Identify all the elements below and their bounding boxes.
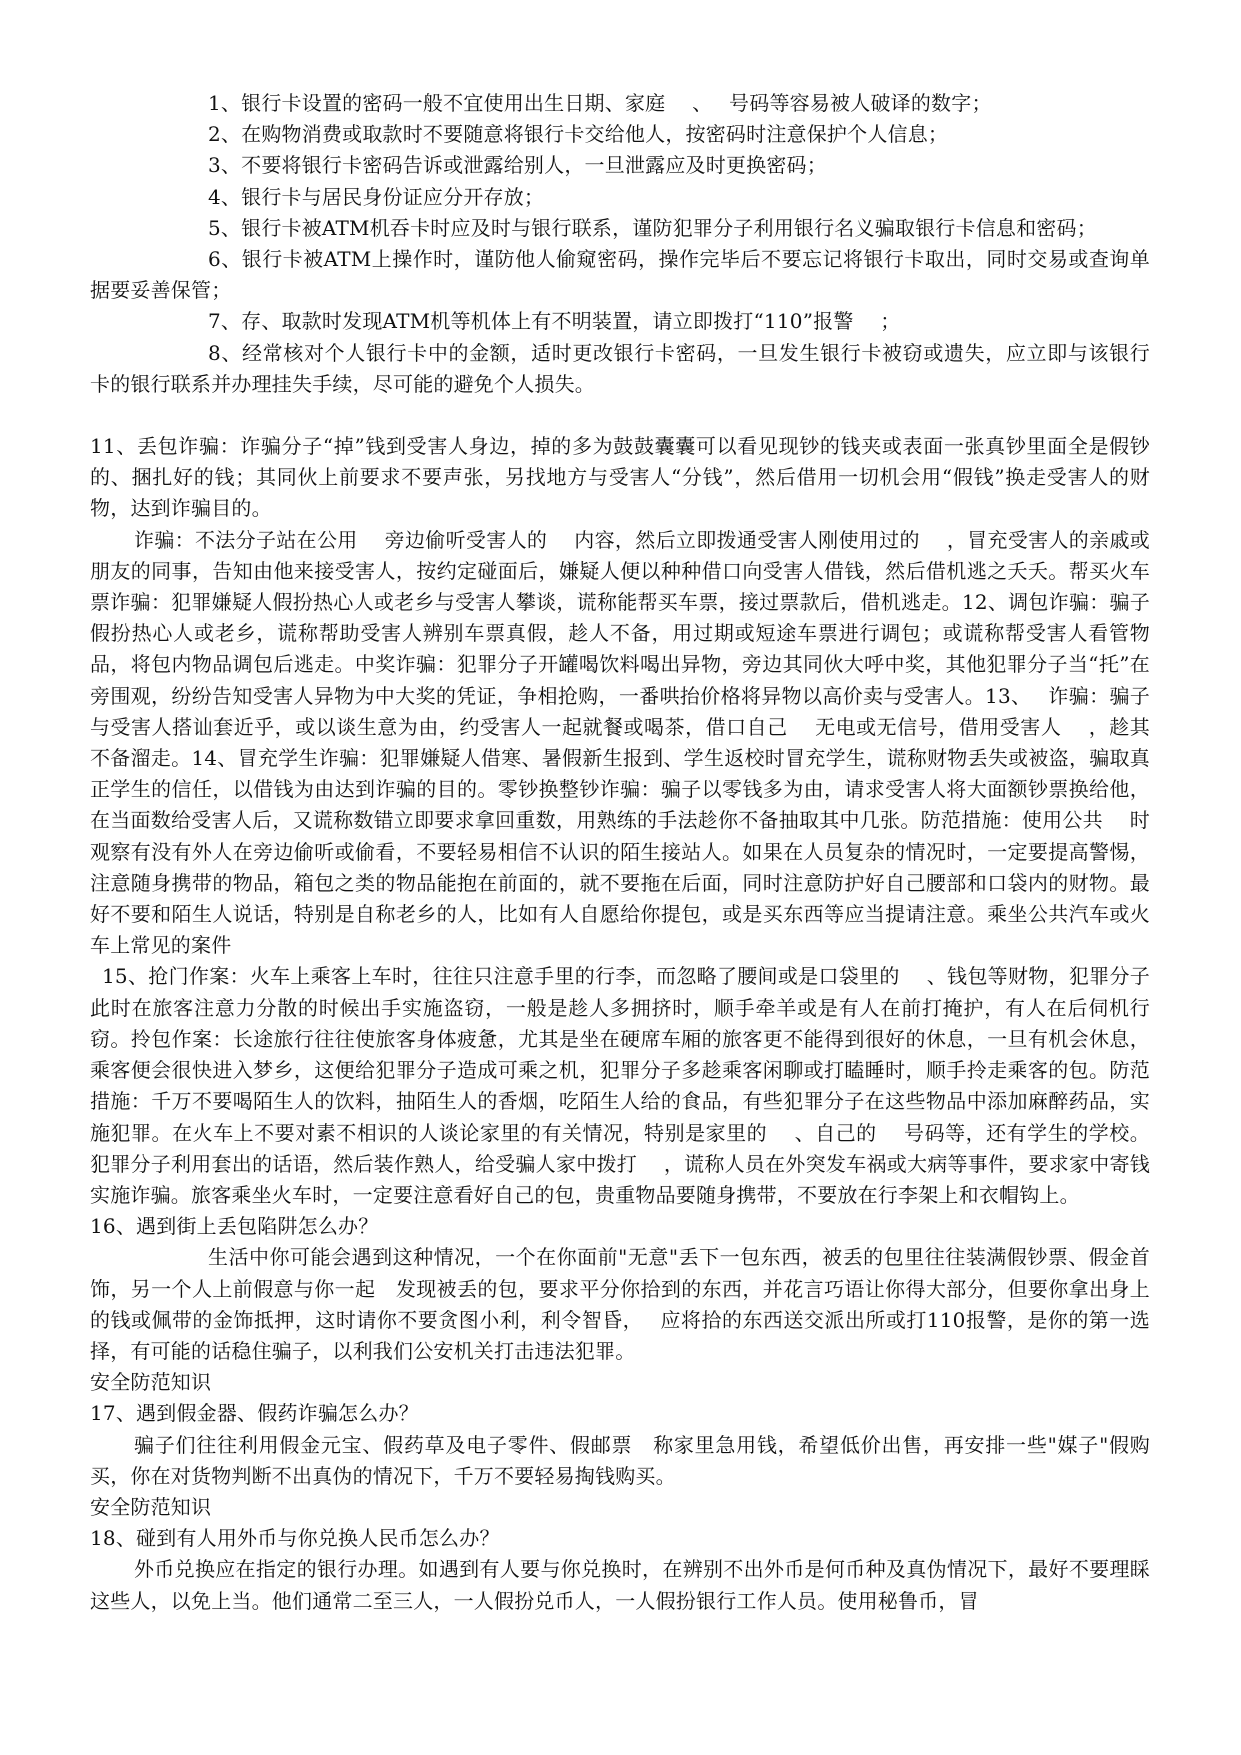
q17-heading: 17、遇到假金器、假药诈骗怎么办？ [90, 1401, 419, 1426]
bank-tip-3: 3、不要将银行卡密码告诉或泄露给别人，一旦泄露应及时更换密码； [208, 153, 827, 178]
bank-tip-1: 1、银行卡设置的密码一般不宜使用出生日期、家庭 、 号码等容易被人破译的数字； [208, 91, 992, 115]
bank-tip-7: 7、存、取款时发现ATM机等机体上有不明装置，请立即拨打“110”报警 ； [208, 309, 901, 334]
q18-heading: 18、碰到有人用外币与你兑换人民币怎么办？ [90, 1526, 500, 1551]
q16-heading: 16、遇到街上丢包陷阱怎么办？ [90, 1214, 379, 1239]
paragraph-gap [90, 400, 1150, 431]
fraud-11-paragraph: 11、丢包诈骗：诈骗分子“掉”钱到受害人身边，掉的多为鼓鼓囊囊可以看见现钞的钱夹或表面一张真钞里面全是假钞的、捆扎好的钱；其同伙上前要求不要声张，另找地方与受害人“分钱”，然后借用一切机会用“假钱”换走受害人的财物，达到诈骗目的。 [90, 434, 1150, 521]
bank-tip-2: 2、在购物消费或取款时不要随意将银行卡交给他人，按密码时注意保护个人信息； [208, 122, 949, 147]
fraud-15-paragraph: 15、抢门作案：火车上乘客上车时，往往只注意手里的行李，而忽略了腰间或是口袋里的 、钱包等财物，犯罪分子此时在旅客注意力分散的时候出手实施盗窃，一般是趁人多拥挤时，顺手牵羊或是有人在前打掩护，有人在后伺机行窃。拎包作案：长途旅行往往使旅客身体疲惫，尤其是坐在硬席车厢的旅客更不能得到很好的休息，一旦有机会休息，乘客便会很快进入梦乡，这便给犯罪分子造成可乘之机，犯罪分子多趁乘客闲聊或打瞌睡时，顺手拎走乘客的包。防范措施：千万不要喝陌生人的饮料，抽陌生人的香烟，吃陌生人给的食品，有些犯罪分子在这些物品中添加麻醉药品，实施犯罪。在火车上不要对素不相识的人谈论家里的有关情况，特别是家里的 、自己的 号码等，还有学生的学校。犯罪分子利用套出的话语，然后装作熟人，给受骗人家中拨打 ，谎称人员在外突发车祸或大病等事件，要求家中寄钱实施诈骗。旅客乘坐火车时，一定要注意看好自己的包，贵重物品要随身携带，不要放在行李架上和衣帽钩上。 [90, 964, 1150, 1207]
section-label: 安全防范知识 [90, 1494, 212, 1519]
q17-body: 骗子们往往利用假金元宝、假药草及电子零件、假邮票 称家里急用钱，希望低价出售，再安排一些"媒子"假购买，你在对货物判断不出真伪的情况下，千万不要轻易掏钱购买。 [90, 1432, 1150, 1488]
document-page [90, 88, 1150, 1617]
section-label: 安全防范知识 [90, 1370, 212, 1395]
bank-tip-4: 4、银行卡与居民身份证应分开存放； [208, 184, 545, 209]
bank-tip-5: 5、银行卡被ATM机吞卡时应及时与银行联系，谨防犯罪分子利用银行名义骗取银行卡信息和密码； [208, 215, 1097, 240]
bank-tip-6: 6、银行卡被ATM上操作时，谨防他人偷窥密码，操作完毕后不要忘记将银行卡取出，同时交易或查询单据要妥善保管； [90, 247, 1150, 303]
q16-body: 生活中你可能会遇到这种情况，一个在你面前"无意"丢下一包东西，被丢的包里往往装满假钞票、假金首饰，另一个人上前假意与你一起 发现被丢的包，要求平分你拾到的东西，并花言巧语让你得大部分，但要你拿出身上的钱或佩带的金饰抵押，这时请你不要贪图小利，利令智昏， 应将拾的东西送交派出所或打110报警，是你的第一选择，有可能的话稳住骗子，以利我们公安机关打击违法犯罪。 [90, 1245, 1150, 1363]
fraud-phone-paragraph: 诈骗：不法分子站在公用 旁边偷听受害人的 内容，然后立即拨通受害人刚使用过的 ，冒充受害人的亲戚或朋友的同事，告知由他来接受害人，按约定碰面后，嫌疑人便以种种借口向受害人借钱，然后借机逃之夭夭。帮买火车票诈骗：犯罪嫌疑人假扮热心人或老乡与受害人攀谈，谎称能帮买车票，接过票款后，借机逃走。12、调包诈骗：骗子假扮热心人或老乡，谎称帮助受害人辨别车票真假，趁人不备，用过期或短途车票进行调包；或谎称帮受害人看管物品，将包内物品调包后逃走。中奖诈骗：犯罪分子开罐喝饮料喝出异物，旁边其同伙大呼中奖，其他犯罪分子当“托”在旁围观，纷纷告知受害人异物为中大奖的凭证，争相抢购，一番哄抬价格将异物以高价卖与受害人。13、 诈骗：骗子与受害人搭讪套近乎，或以谈生意为由，约受害人一起就餐或喝茶，借口自己 无电或无信号，借用受害人 ，趁其不备溜走。14、冒充学生诈骗：犯罪嫌疑人借寒、暑假新生报到、学生返校时冒充学生，谎称财物丢失或被盗，骗取真正学生的信任，以借钱为由达到诈骗的目的。零钞换整钞诈骗：骗子以零钱多为由，请求受害人将大面额钞票换给他，在当面数给受害人后，又谎称数错立即要求拿回重数，用熟练的手法趁你不备抽取其中几张。防范措施：使用公共 时观察有没有外人在旁边偷听或偷看，不要轻易相信不认识的陌生接站人。如果在人员复杂的情况时，一定要提高警惕，注意随身携带的物品，箱包之类的物品能抱在前面的，就不要拖在后面，同时注意防护好自己腰部和口袋内的财物。最好不要和陌生人说话，特别是自称老乡的人，比如有人自愿给你提包，或是买东西等应当提请注意。乘坐公共汽车或火车上常见的案件 [90, 527, 1150, 958]
q18-body: 外币兑换应在指定的银行办理。如遇到有人要与你兑换时，在辨别不出外币是何币种及真伪情况下，最好不要理睬这些人，以免上当。他们通常二至三人，一人假扮兑币人，一人假扮银行工作人员。使用秘鲁币，冒 [90, 1557, 1150, 1613]
bank-tip-8: 8、经常核对个人银行卡中的金额，适时更改银行卡密码，一旦发生银行卡被窃或遗失，应立即与该银行卡的银行联系并办理挂失手续，尽可能的避免个人损失。 [90, 340, 1150, 396]
